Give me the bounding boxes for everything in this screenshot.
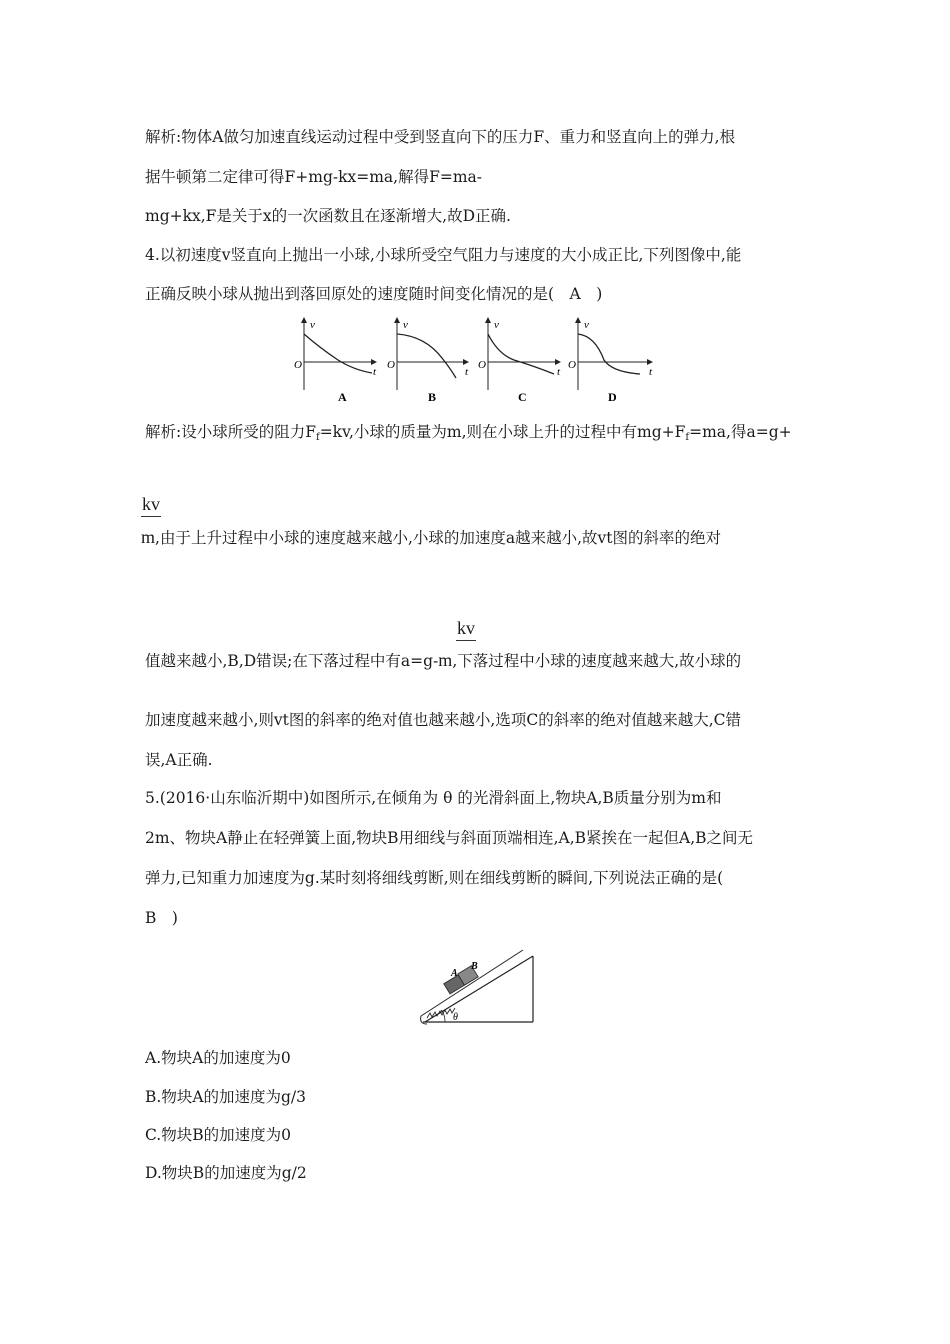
q5-option-d: D.物块B的加速度为g/2 [145,1164,307,1182]
q4-fraction-1-bar [141,516,161,517]
q4-analysis-2: ,由于上升过程中小球的速度越来越小,小球的加速度a越来越小,故vt图的斜率的绝对 [155,529,722,547]
q4-analysis-line-2 [141,527,721,548]
q4-analysis-line-1 [145,422,792,448]
q5-option-a: A.物块A的加速度为0 [145,1049,291,1067]
graph-a [294,318,377,404]
q4-analysis-1-post: =ma,得a=g+ [689,423,792,441]
q4-fraction-2-den: m [438,650,453,670]
q5-incline-figure [415,938,540,1028]
q4-analysis-line-4: 加速度越来越小,则vt图的斜率的绝对值也越来越小,选项C的斜率的绝对值越来越大,C错 [145,711,741,729]
q4-analysis-1-pre: 解析:设小球所受的阻力F [145,423,316,441]
graph-b-t-label: t [465,366,469,378]
q4-analysis-line-5: 误,A正确. [145,751,213,769]
graph-b [387,318,469,404]
q5-stem-line-3: 弹力,已知重力加速度为g.某时刻将细线剪断,则在细线剪断的瞬间,下列说法正确的是( [145,869,724,887]
q4-fraction-2-num: kv [457,618,475,638]
q5-option-c: C.物块B的加速度为0 [145,1126,291,1144]
q4-stem-line-2: 正确反映小球从抛出到落回原处的速度随时间变化情况的是( A ) [145,285,603,303]
graph-d-label: D [608,390,617,404]
graph-c [478,318,561,404]
graph-d-t-label: t [649,366,653,378]
q4-fraction-1 [141,493,161,517]
q4-analysis-1-mid: =kv,小球的质量为m,则在小球上升的过程中有mg+F [319,423,686,441]
graph-c-label: C [518,390,527,404]
q4-sub-f-2: f [685,432,690,443]
q4-fraction-2-bar [456,640,476,641]
label-theta: θ [453,1012,458,1023]
q4-sub-f-1: f [315,432,320,443]
q4-stem-line-1: 4.以初速度v竖直向上抛出一小球,小球所受空气阻力与速度的大小成正比,下列图像中,能 [145,246,742,264]
q3-analysis-line-1: 解析:物体A做匀加速直线运动过程中受到竖直向下的压力F、重力和竖直向上的弹力,根 [145,128,736,146]
graph-b-label: B [428,390,437,404]
q4-fraction-1-den: m [141,527,156,547]
q3-analysis-line-3: mg+kx,F是关于x的一次函数且在逐渐增大,故D正确. [145,207,511,225]
graph-d-v-label: v [584,319,589,331]
q4-fraction-2 [456,617,476,641]
graph-d [568,318,653,404]
label-a: A [451,968,458,979]
q5-option-b: B.物块A的加速度为g/3 [145,1088,307,1106]
graph-a-v-label: v [310,319,315,331]
q4-analysis-3-pre: 值越来越小,B,D错误;在下落过程中有a=g- [145,652,439,670]
graph-d-origin: O [568,359,576,371]
graph-b-v-label: v [403,319,408,331]
q4-analysis-3-post: ,下落过程中小球的速度越来越大,故小球的 [452,652,742,670]
q5-stem-line-4: B ) [145,909,178,927]
q5-stem-line-2: 2m、物块A静止在轻弹簧上面,物块B用细线与斜面顶端相连,A,B紧挨在一起但A,B之间无 [145,829,754,847]
graph-c-t-label: t [557,366,561,378]
q5-stem-line-1: 5.(2016·山东临沂期中)如图所示,在倾角为 θ 的光滑斜面上,物块A,B质量分别为m和 [145,789,722,807]
q3-analysis-line-2: 据牛顿第二定律可得F+mg-kx=ma,解得F=ma- [145,168,483,186]
graph-a-label: A [338,390,347,404]
graph-c-origin: O [478,359,486,371]
graph-c-v-label: v [494,319,499,331]
q4-vt-graphs [290,312,670,404]
q4-fraction-1-num: kv [142,494,160,514]
graph-a-origin: O [294,359,302,371]
q4-analysis-line-3 [145,650,741,671]
graph-a-t-label: t [373,366,377,378]
label-b: B [471,961,478,972]
graph-b-origin: O [387,359,395,371]
